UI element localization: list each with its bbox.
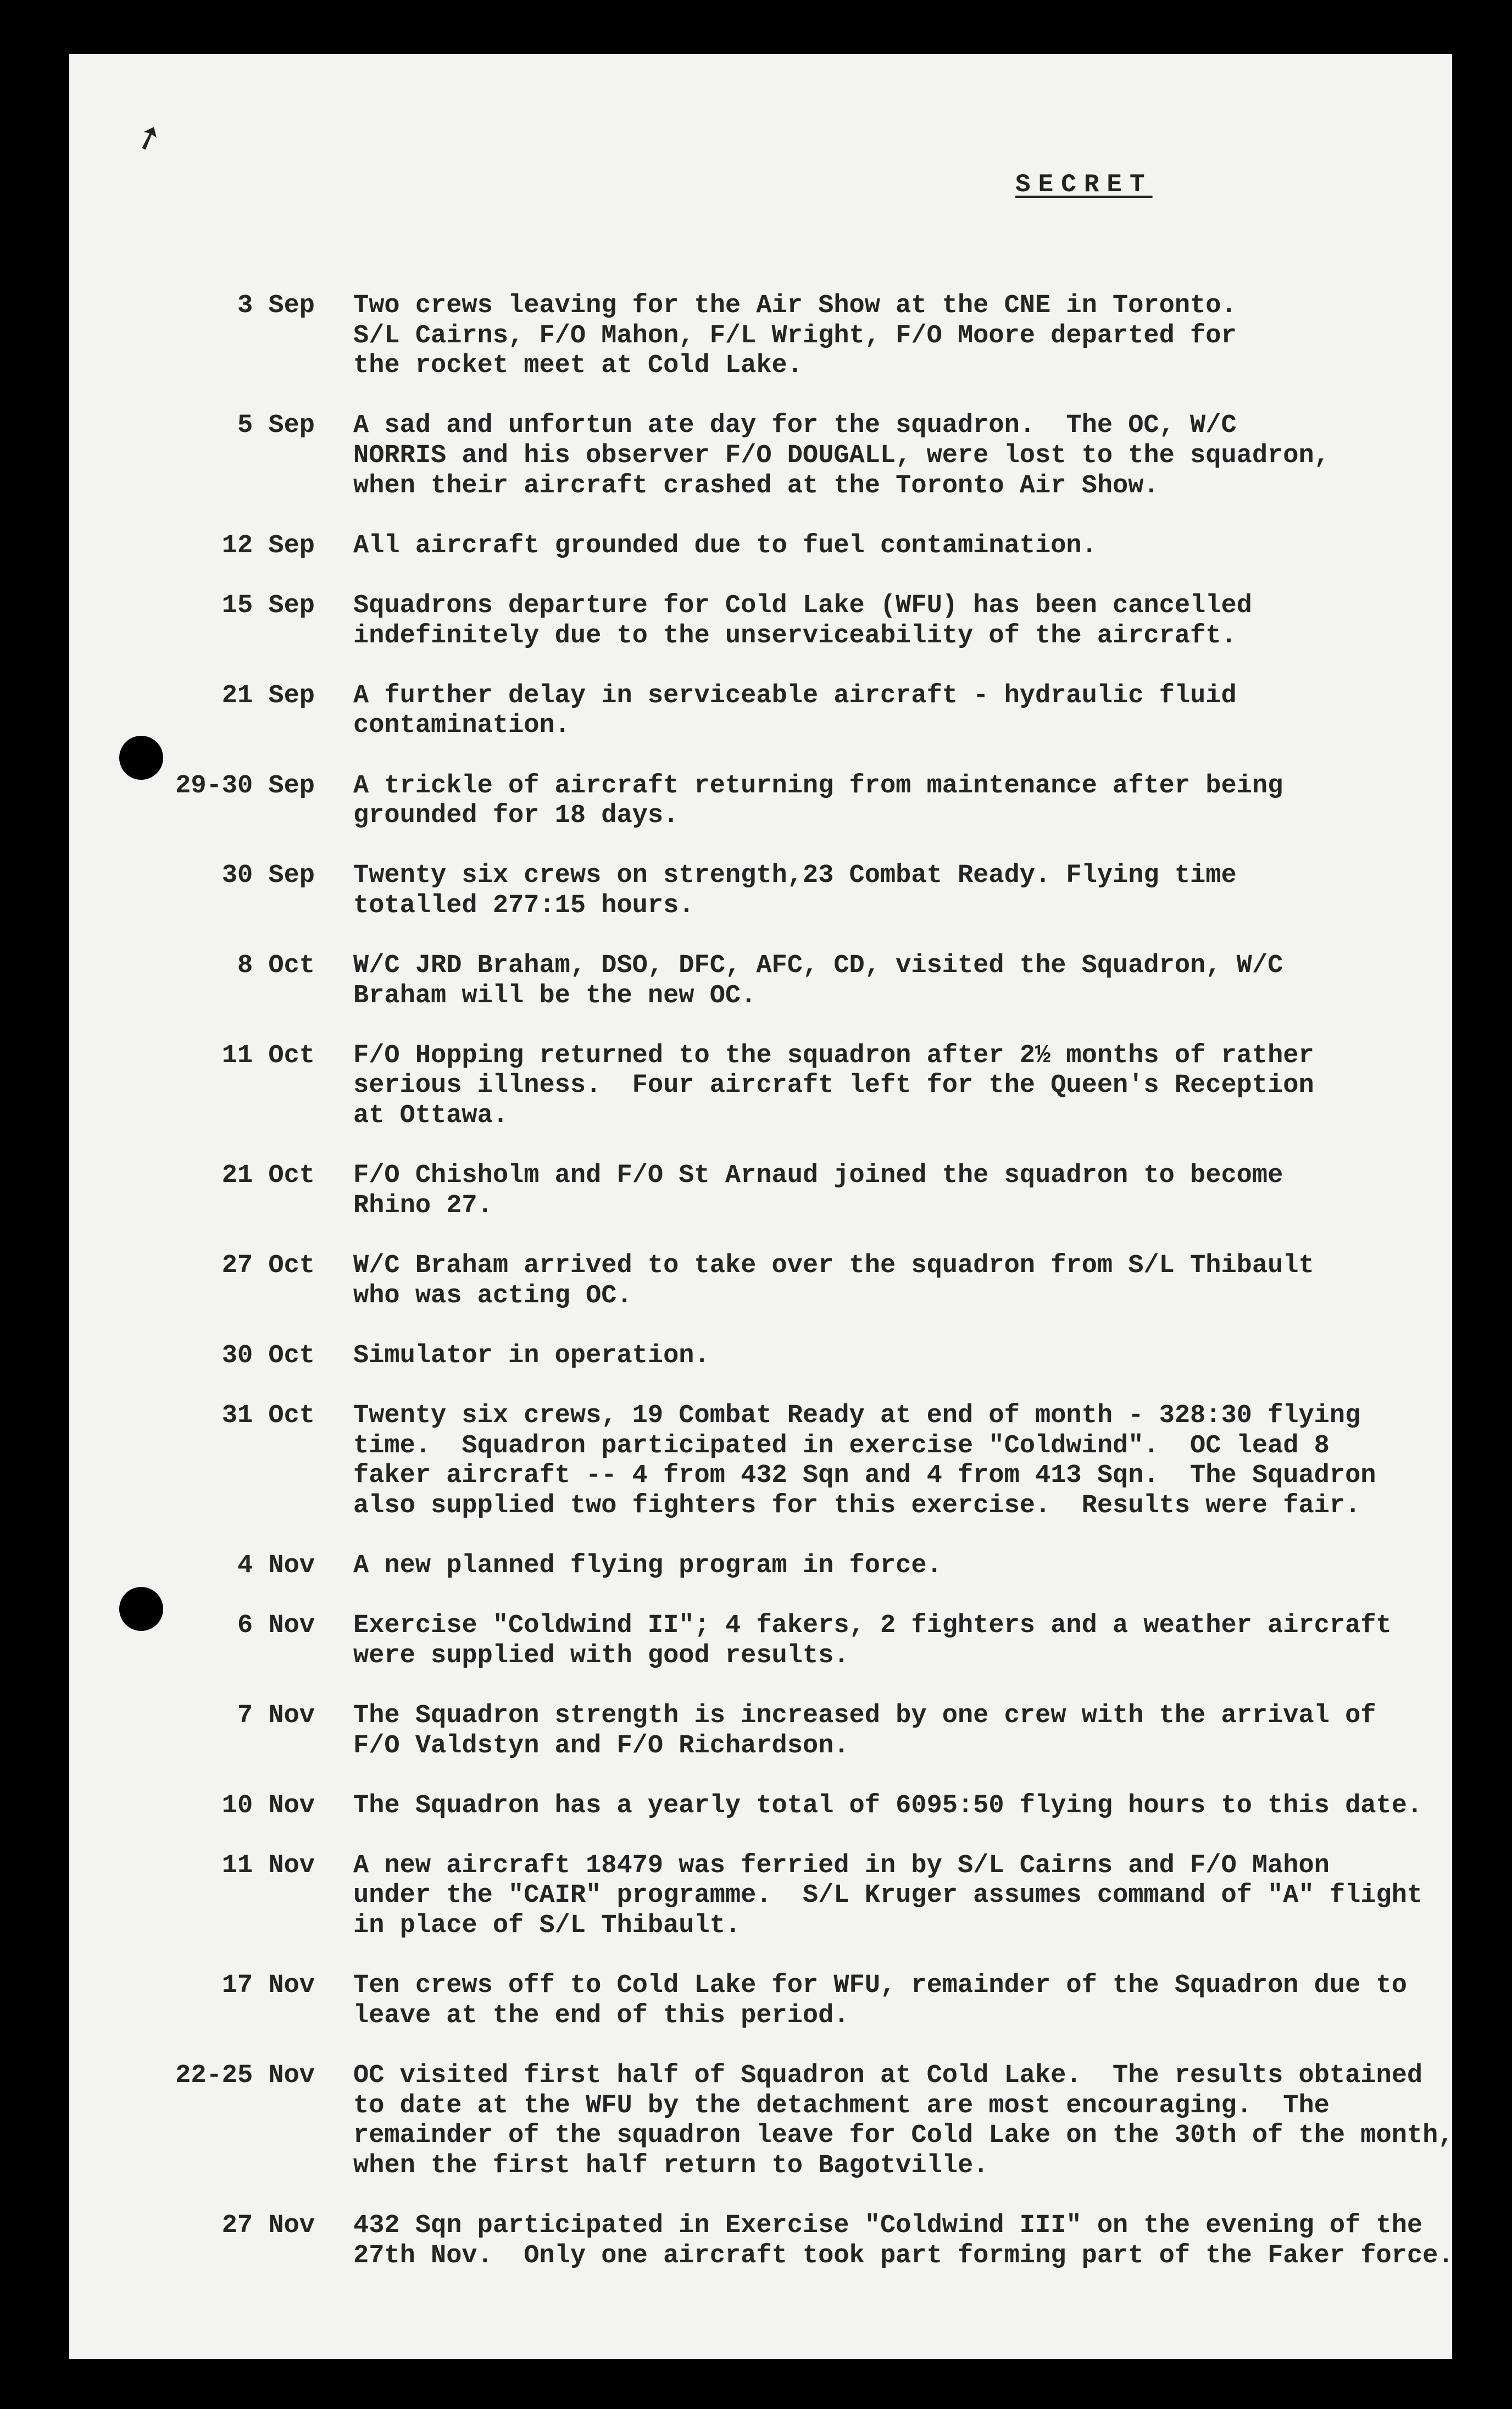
classification-label: SECRET — [1015, 170, 1153, 199]
entry-date: 17 Nov — [221, 1971, 315, 2001]
entry-line: when the first half return to Bagotville. — [353, 2151, 989, 2180]
entry-line: serious illness. Four aircraft left for the Queen's Reception — [353, 1071, 1314, 1101]
entry-date: 11 Nov — [221, 1851, 315, 1880]
entry-date: 22-25 Nov — [175, 2061, 315, 2091]
diary-entries — [0, 291, 1512, 2301]
entry-line: Twenty six crews, 19 Combat Ready at end of month - 328:30 flying — [353, 1401, 1361, 1430]
diary-entry — [0, 1551, 1512, 1581]
diary-entry — [0, 771, 1512, 831]
diary-entry — [0, 951, 1512, 1011]
entry-line: W/C JRD Braham, DSO, DFC, AFC, CD, visited the Squadron, W/C — [353, 951, 1283, 981]
entry-line: Twenty six crews on strength,23 Combat Ready. Flying time — [353, 861, 1237, 891]
entry-text — [353, 2061, 1454, 2181]
entry-line: The Squadron has a yearly total of 6095:50 flying hours to this date. — [353, 1791, 1423, 1820]
entry-line: to date at the WFU by the detachment are most encouraging. The — [353, 2091, 1330, 2121]
entry-line: A further delay in serviceable aircraft - hydraulic fluid — [353, 681, 1237, 711]
entry-date: 5 Sep — [237, 411, 315, 441]
entry-text — [353, 1161, 1283, 1221]
entry-date: 21 Oct — [221, 1161, 315, 1191]
entry-date: 6 Nov — [237, 1611, 315, 1641]
diary-entry — [0, 2211, 1512, 2271]
entry-date: 3 Sep — [237, 291, 315, 320]
pen-mark: ➚ — [129, 115, 168, 159]
entry-line: The Squadron strength is increased by one crew with the arrival of — [353, 1701, 1376, 1730]
diary-entry — [0, 1341, 1512, 1372]
entry-line: Two crews leaving for the Air Show at the CNE in Toronto. — [353, 291, 1237, 320]
entry-date: 29-30 Sep — [175, 771, 315, 801]
entry-text — [353, 2211, 1454, 2271]
entry-line: contamination. — [353, 711, 570, 741]
entry-date: 8 Oct — [237, 951, 315, 981]
entry-text — [353, 531, 1097, 562]
entry-text — [353, 1401, 1376, 1521]
diary-entry — [0, 291, 1512, 381]
diary-entry — [0, 411, 1512, 501]
entry-text — [353, 291, 1237, 381]
entry-line: OC visited first half of Squadron at Cold Lake. The results obtained — [353, 2061, 1423, 2091]
entry-date: 7 Nov — [237, 1701, 315, 1730]
diary-entry — [0, 531, 1512, 562]
entry-line: Simulator in operation. — [353, 1341, 710, 1370]
diary-entry — [0, 1791, 1512, 1822]
entry-date: 27 Nov — [221, 2211, 315, 2240]
entry-line: Squadrons departure for Cold Lake (WFU) has been cancelled — [353, 591, 1252, 620]
entry-text — [353, 1041, 1314, 1131]
entry-line: the rocket meet at Cold Lake. — [353, 351, 803, 381]
entry-text — [353, 591, 1252, 651]
entry-line: NORRIS and his observer F/O DOUGALL, were lost to the squadron, — [353, 441, 1330, 470]
entry-line: were supplied with good results. — [353, 1641, 849, 1670]
entry-text — [353, 411, 1330, 501]
entry-text — [353, 1551, 942, 1581]
entry-text — [353, 1851, 1422, 1941]
entry-line: at Ottawa. — [353, 1101, 509, 1131]
diary-entry — [0, 1971, 1512, 2031]
entry-line: who was acting OC. — [353, 1281, 632, 1311]
diary-entry — [0, 1611, 1512, 1671]
entry-line: W/C Braham arrived to take over the squadron from S/L Thibault — [353, 1251, 1314, 1280]
entry-line: Rhino 27. — [353, 1191, 493, 1220]
entry-line: remainder of the squadron leave for Cold Lake on the 30th of the month, — [353, 2121, 1454, 2151]
entry-date: 15 Sep — [221, 591, 315, 620]
entry-line: Braham will be the new OC. — [353, 981, 757, 1011]
entry-date: 21 Sep — [221, 681, 315, 711]
entry-date: 31 Oct — [221, 1401, 315, 1430]
entry-date: 11 Oct — [221, 1041, 315, 1070]
entry-text — [353, 1701, 1376, 1761]
entry-date: 30 Sep — [221, 861, 315, 891]
entry-line: indefinitely due to the unserviceability of the aircraft. — [353, 621, 1237, 651]
entry-line: A new aircraft 18479 was ferried in by S/L Cairns and F/O Mahon — [353, 1851, 1330, 1880]
diary-entry — [0, 2061, 1512, 2181]
diary-entry — [0, 1851, 1512, 1941]
entry-line: grounded for 18 days. — [353, 801, 679, 831]
diary-entry — [0, 1701, 1512, 1761]
entry-line: S/L Cairns, F/O Mahon, F/L Wright, F/O Moore departed for — [353, 321, 1237, 351]
entry-line: F/O Chisholm and F/O St Arnaud joined the squadron to become — [353, 1161, 1283, 1191]
entry-line: 432 Sqn participated in Exercise "Coldwind III" on the evening of the — [353, 2211, 1423, 2240]
entry-line: when their aircraft crashed at the Toronto Air Show. — [353, 471, 1159, 501]
entry-line: also supplied two fighters for this exercise. Results were fair. — [353, 1491, 1361, 1520]
entry-text — [353, 1341, 710, 1372]
entry-line: totalled 277:15 hours. — [353, 891, 694, 920]
entry-line: F/O Valdstyn and F/O Richardson. — [353, 1731, 849, 1761]
entry-line: under the "CAIR" programme. S/L Kruger assumes command of "A" flight — [353, 1881, 1423, 1911]
entry-date: 30 Oct — [221, 1341, 315, 1370]
diary-entry — [0, 861, 1512, 921]
entry-line: A new planned flying program in force. — [353, 1551, 942, 1580]
entry-text — [353, 1971, 1407, 2031]
entry-date: 12 Sep — [221, 531, 315, 560]
diary-entry — [0, 681, 1512, 741]
entry-line: leave at the end of this period. — [353, 2001, 849, 2030]
diary-entry — [0, 1041, 1512, 1131]
entry-line: Exercise "Coldwind II"; 4 fakers, 2 fighters and a weather aircraft — [353, 1611, 1392, 1641]
entry-text — [353, 951, 1283, 1011]
entry-text — [353, 861, 1237, 921]
entry-text — [353, 1251, 1314, 1311]
diary-entry — [0, 1401, 1512, 1521]
entry-text — [353, 1611, 1392, 1671]
diary-entry — [0, 1251, 1512, 1311]
entry-text — [353, 1791, 1422, 1822]
diary-entry — [0, 1161, 1512, 1221]
entry-line: time. Squadron participated in exercise "Coldwind". OC lead 8 — [353, 1431, 1330, 1461]
entry-date: 27 Oct — [221, 1251, 315, 1280]
entry-line: All aircraft grounded due to fuel contamination. — [353, 531, 1097, 560]
entry-line: F/O Hopping returned to the squadron after 2½ months of rather — [353, 1041, 1314, 1070]
entry-date: 10 Nov — [221, 1791, 315, 1820]
entry-line: in place of S/L Thibault. — [353, 1911, 741, 1941]
entry-line: Ten crews off to Cold Lake for WFU, remainder of the Squadron due to — [353, 1971, 1407, 2001]
entry-date: 4 Nov — [237, 1551, 315, 1580]
entry-line: A sad and unfortun ate day for the squadron. The OC, W/C — [353, 411, 1237, 441]
entry-line: faker aircraft -- 4 from 432 Sqn and 4 from 413 Sqn. The Squadron — [353, 1461, 1376, 1491]
entry-text — [353, 681, 1237, 741]
entry-line: 27th Nov. Only one aircraft took part forming part of the Faker force. — [353, 2241, 1454, 2271]
entry-text — [353, 771, 1283, 831]
diary-entry — [0, 591, 1512, 651]
entry-line: A trickle of aircraft returning from maintenance after being — [353, 771, 1283, 801]
